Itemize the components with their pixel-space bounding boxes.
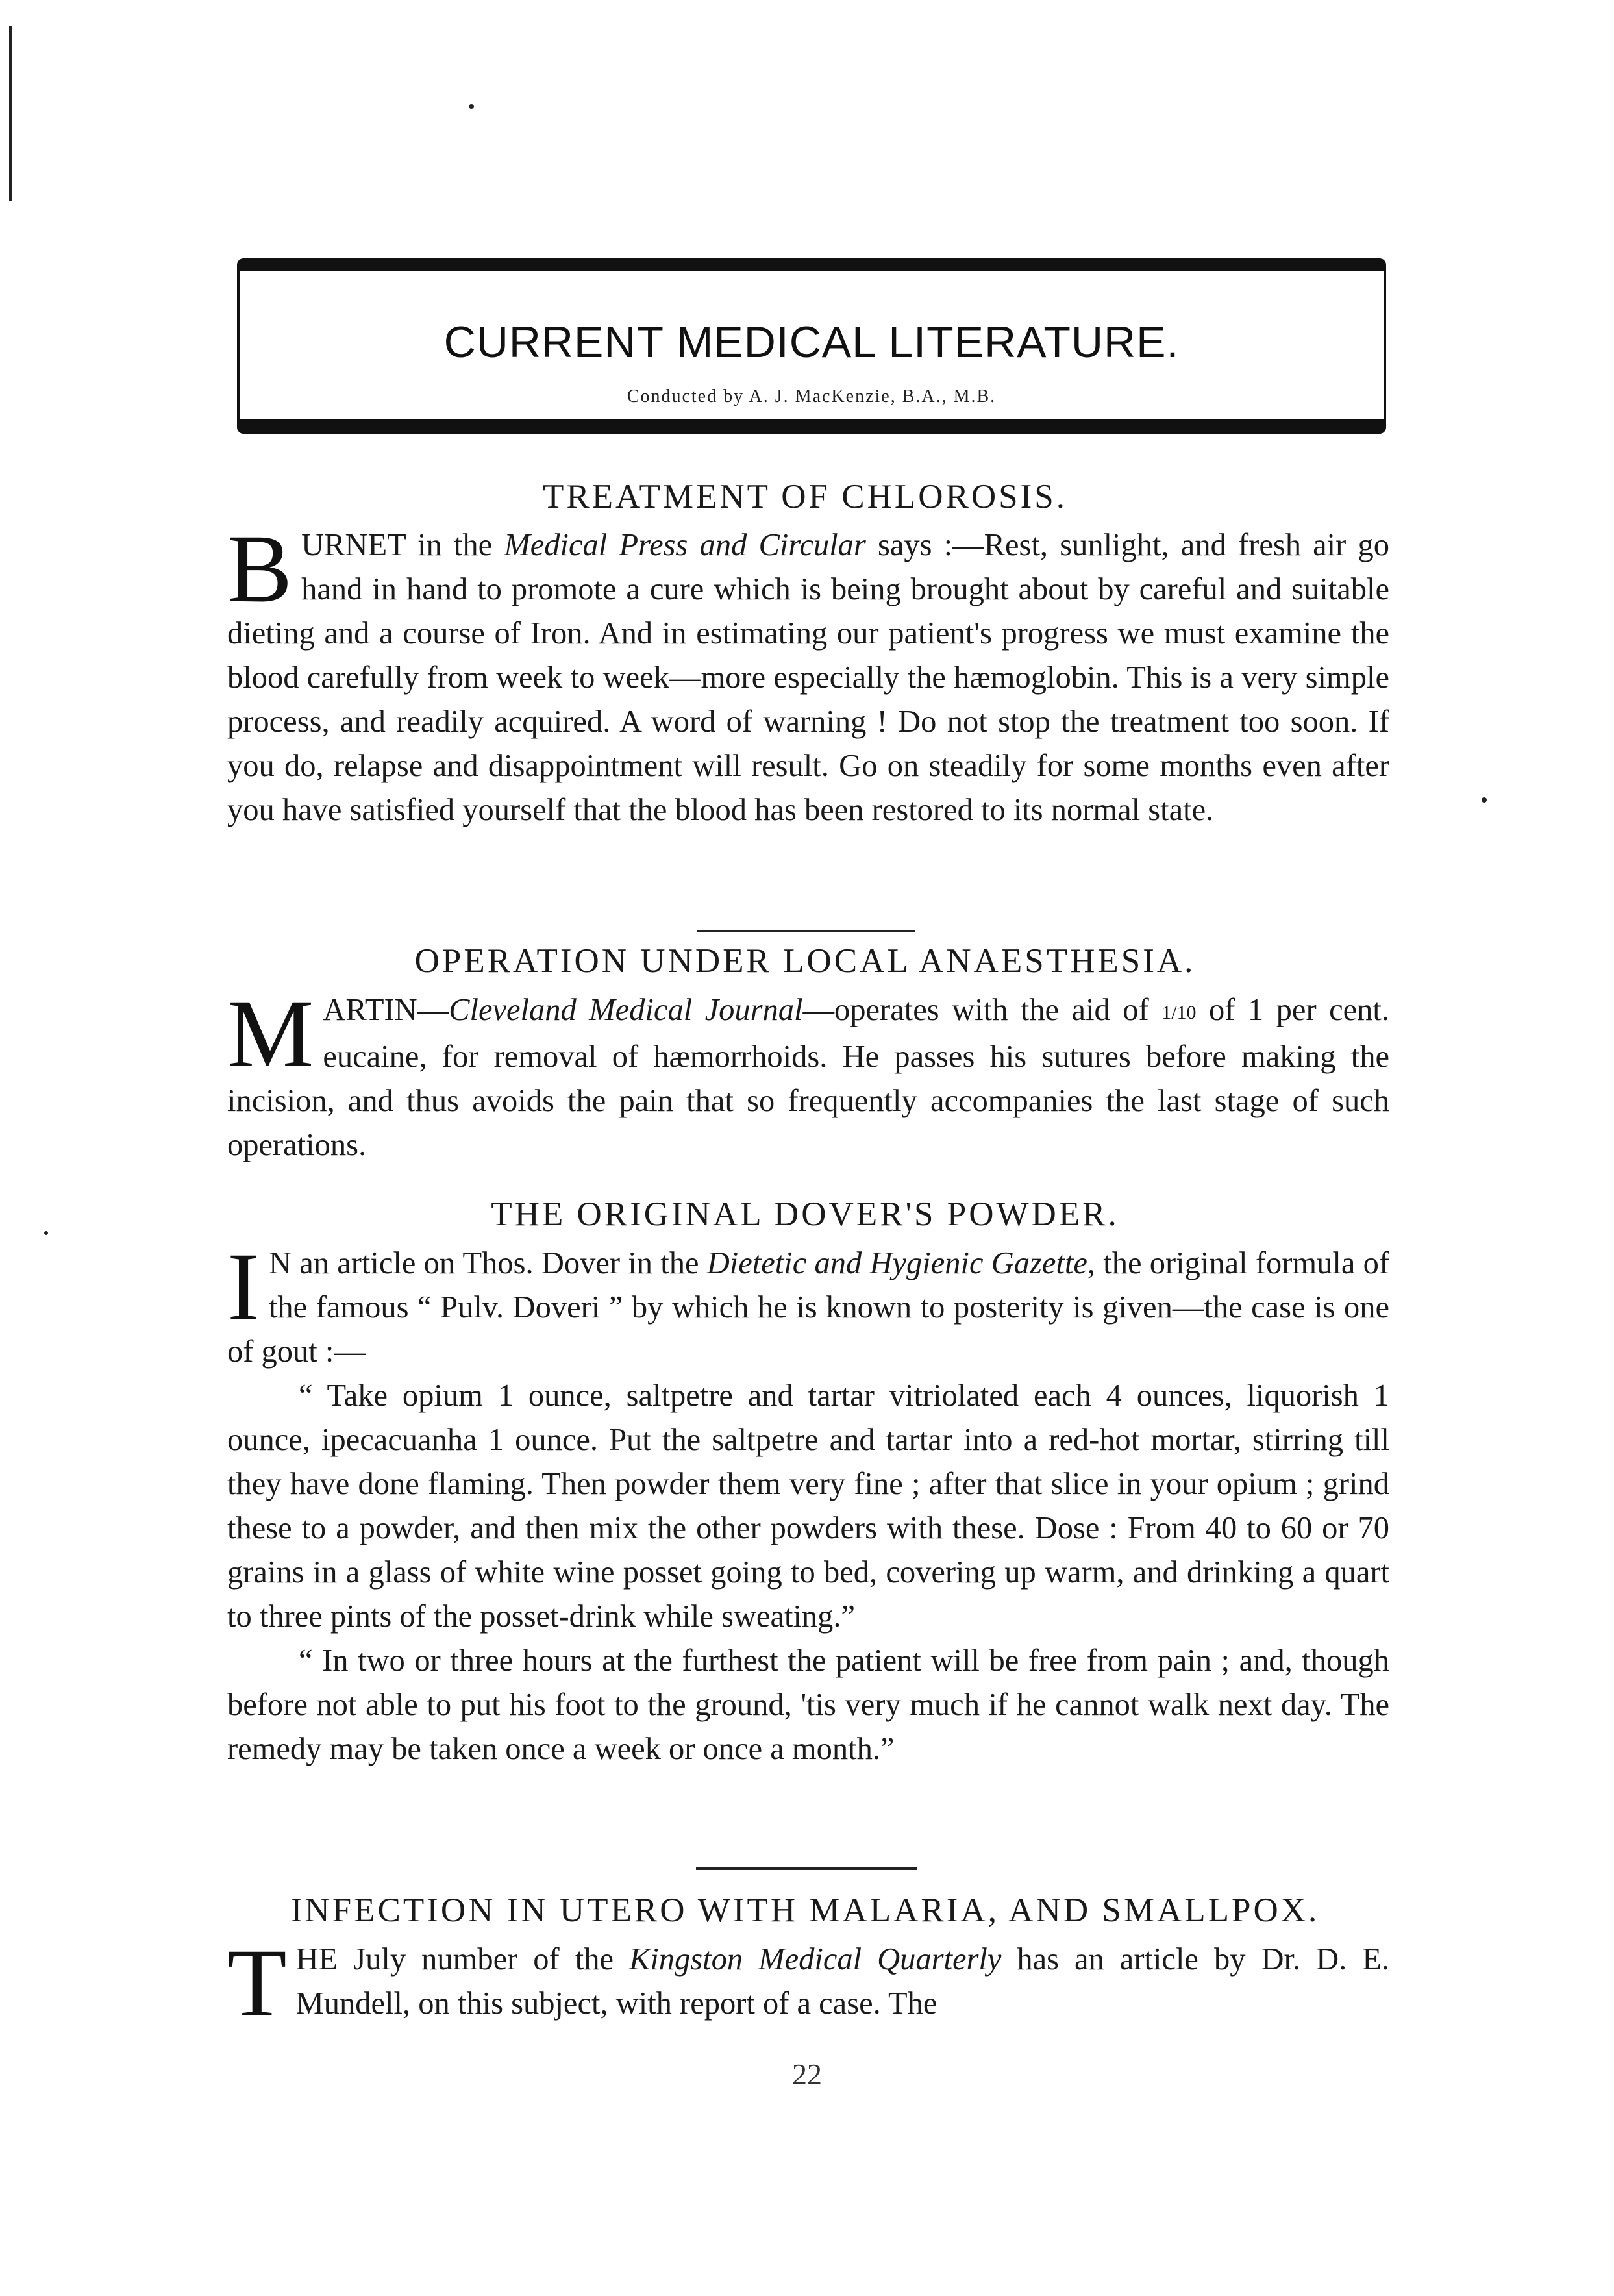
article-text: has an article by Dr. D. E. Mundell, on this subject, with report of a case. The xyxy=(295,1942,1390,2021)
quoted-formula: “ In two or three hours at the furthest the patient will be free from pain ; and, though before not able to put his foot to the ground, 'tis very much if he cannot walk next day. The remedy may be taken once a week or once a month.” xyxy=(227,1643,1389,1766)
scan-speck xyxy=(469,104,474,109)
article-text: ARTIN— xyxy=(323,993,449,1027)
article-text: of 1 per cent. eucaine, for removal of hæmorrhoids. He passes his sutures before making the incision, and thus avoids the pain that so frequently accompanies the last stage of such operations. xyxy=(227,993,1389,1162)
drop-cap: I xyxy=(227,1233,260,1341)
section-divider xyxy=(696,1867,917,1870)
article-heading: INFECTION IN UTERO WITH MALARIA, AND SMALLPOX. xyxy=(290,1891,1320,1929)
page-number: 22 xyxy=(792,2058,822,2091)
fraction: 1/10 xyxy=(1161,1002,1197,1023)
article-body xyxy=(227,515,1389,832)
article-heading: THE ORIGINAL DOVER'S POWDER. xyxy=(491,1195,1119,1233)
article-heading: TREATMENT OF CHLOROSIS. xyxy=(542,478,1068,516)
journal-title: Kingston Medical Quarterly xyxy=(628,1942,1002,1977)
article-text: URNET in the xyxy=(301,528,504,562)
scan-speck xyxy=(1482,797,1487,803)
drop-cap: M xyxy=(227,980,314,1088)
journal-title: Cleveland Medical Journal xyxy=(449,993,803,1027)
quoted-formula: “ Take opium 1 ounce, saltpetre and tartar vitriolated each 4 ounces, liquorish 1 ounce, ipecacuanha 1 ounce. Put the saltpetre and tartar into a red-hot mortar, stirring till they have done flaming. Then powder them very fine ; after that slice in your opium ; grind these to a powder, and then mix the other powders with these. Dose : From 40 to 60 or 70 grains in a glass of white wine posset going to bed, covering up warm, and drinking a quart to three pints of the posset-drink while sweating.” xyxy=(227,1379,1389,1634)
drop-cap: B xyxy=(227,515,293,623)
journal-title: Dietetic and Hygienic Gazette xyxy=(706,1246,1087,1280)
scan-speck xyxy=(44,1231,48,1235)
journal-title: Medical Press and Circular xyxy=(504,528,866,562)
header-box xyxy=(237,258,1386,434)
article-text: —operates with the aid of xyxy=(802,993,1149,1027)
article-text: N an article on Thos. Dover in the xyxy=(268,1246,707,1280)
scan-edge-line xyxy=(9,26,12,201)
article-body xyxy=(227,980,1389,1167)
article-text: HE July number of the xyxy=(295,1942,629,1977)
section-divider xyxy=(697,930,915,932)
article-heading: OPERATION UNDER LOCAL ANAESTHESIA. xyxy=(414,942,1196,980)
article-body xyxy=(227,1233,1389,1771)
section-title: CURRENT MEDICAL LITERATURE. xyxy=(443,318,1180,367)
section-editor-credit: Conducted by A. J. MacKenzie, B.A., M.B. xyxy=(627,386,997,406)
article-text: says :—Rest, sunlight, and fresh air go hand in hand to promote a cure which is being brought about by careful and suitable dieting and a course of Iron. And in estimating our patient's progress we must examine the blood carefully from week to week—more especially the hæmoglobin. This is a very simple process, and readily acquired. A word of warning ! Do not stop the treatment too soon. If you do, relapse and disappointment will result. Go on steadily for some months even after you have satisfied yourself that the blood has been restored to its normal state. xyxy=(227,528,1389,827)
drop-cap: T xyxy=(227,1929,287,2037)
article-text: , the original formula of the famous “ Pulv. Doveri ” by which he is known to posterity is given—the case is one of gout :— xyxy=(227,1246,1389,1369)
article-body xyxy=(227,1929,1390,2037)
